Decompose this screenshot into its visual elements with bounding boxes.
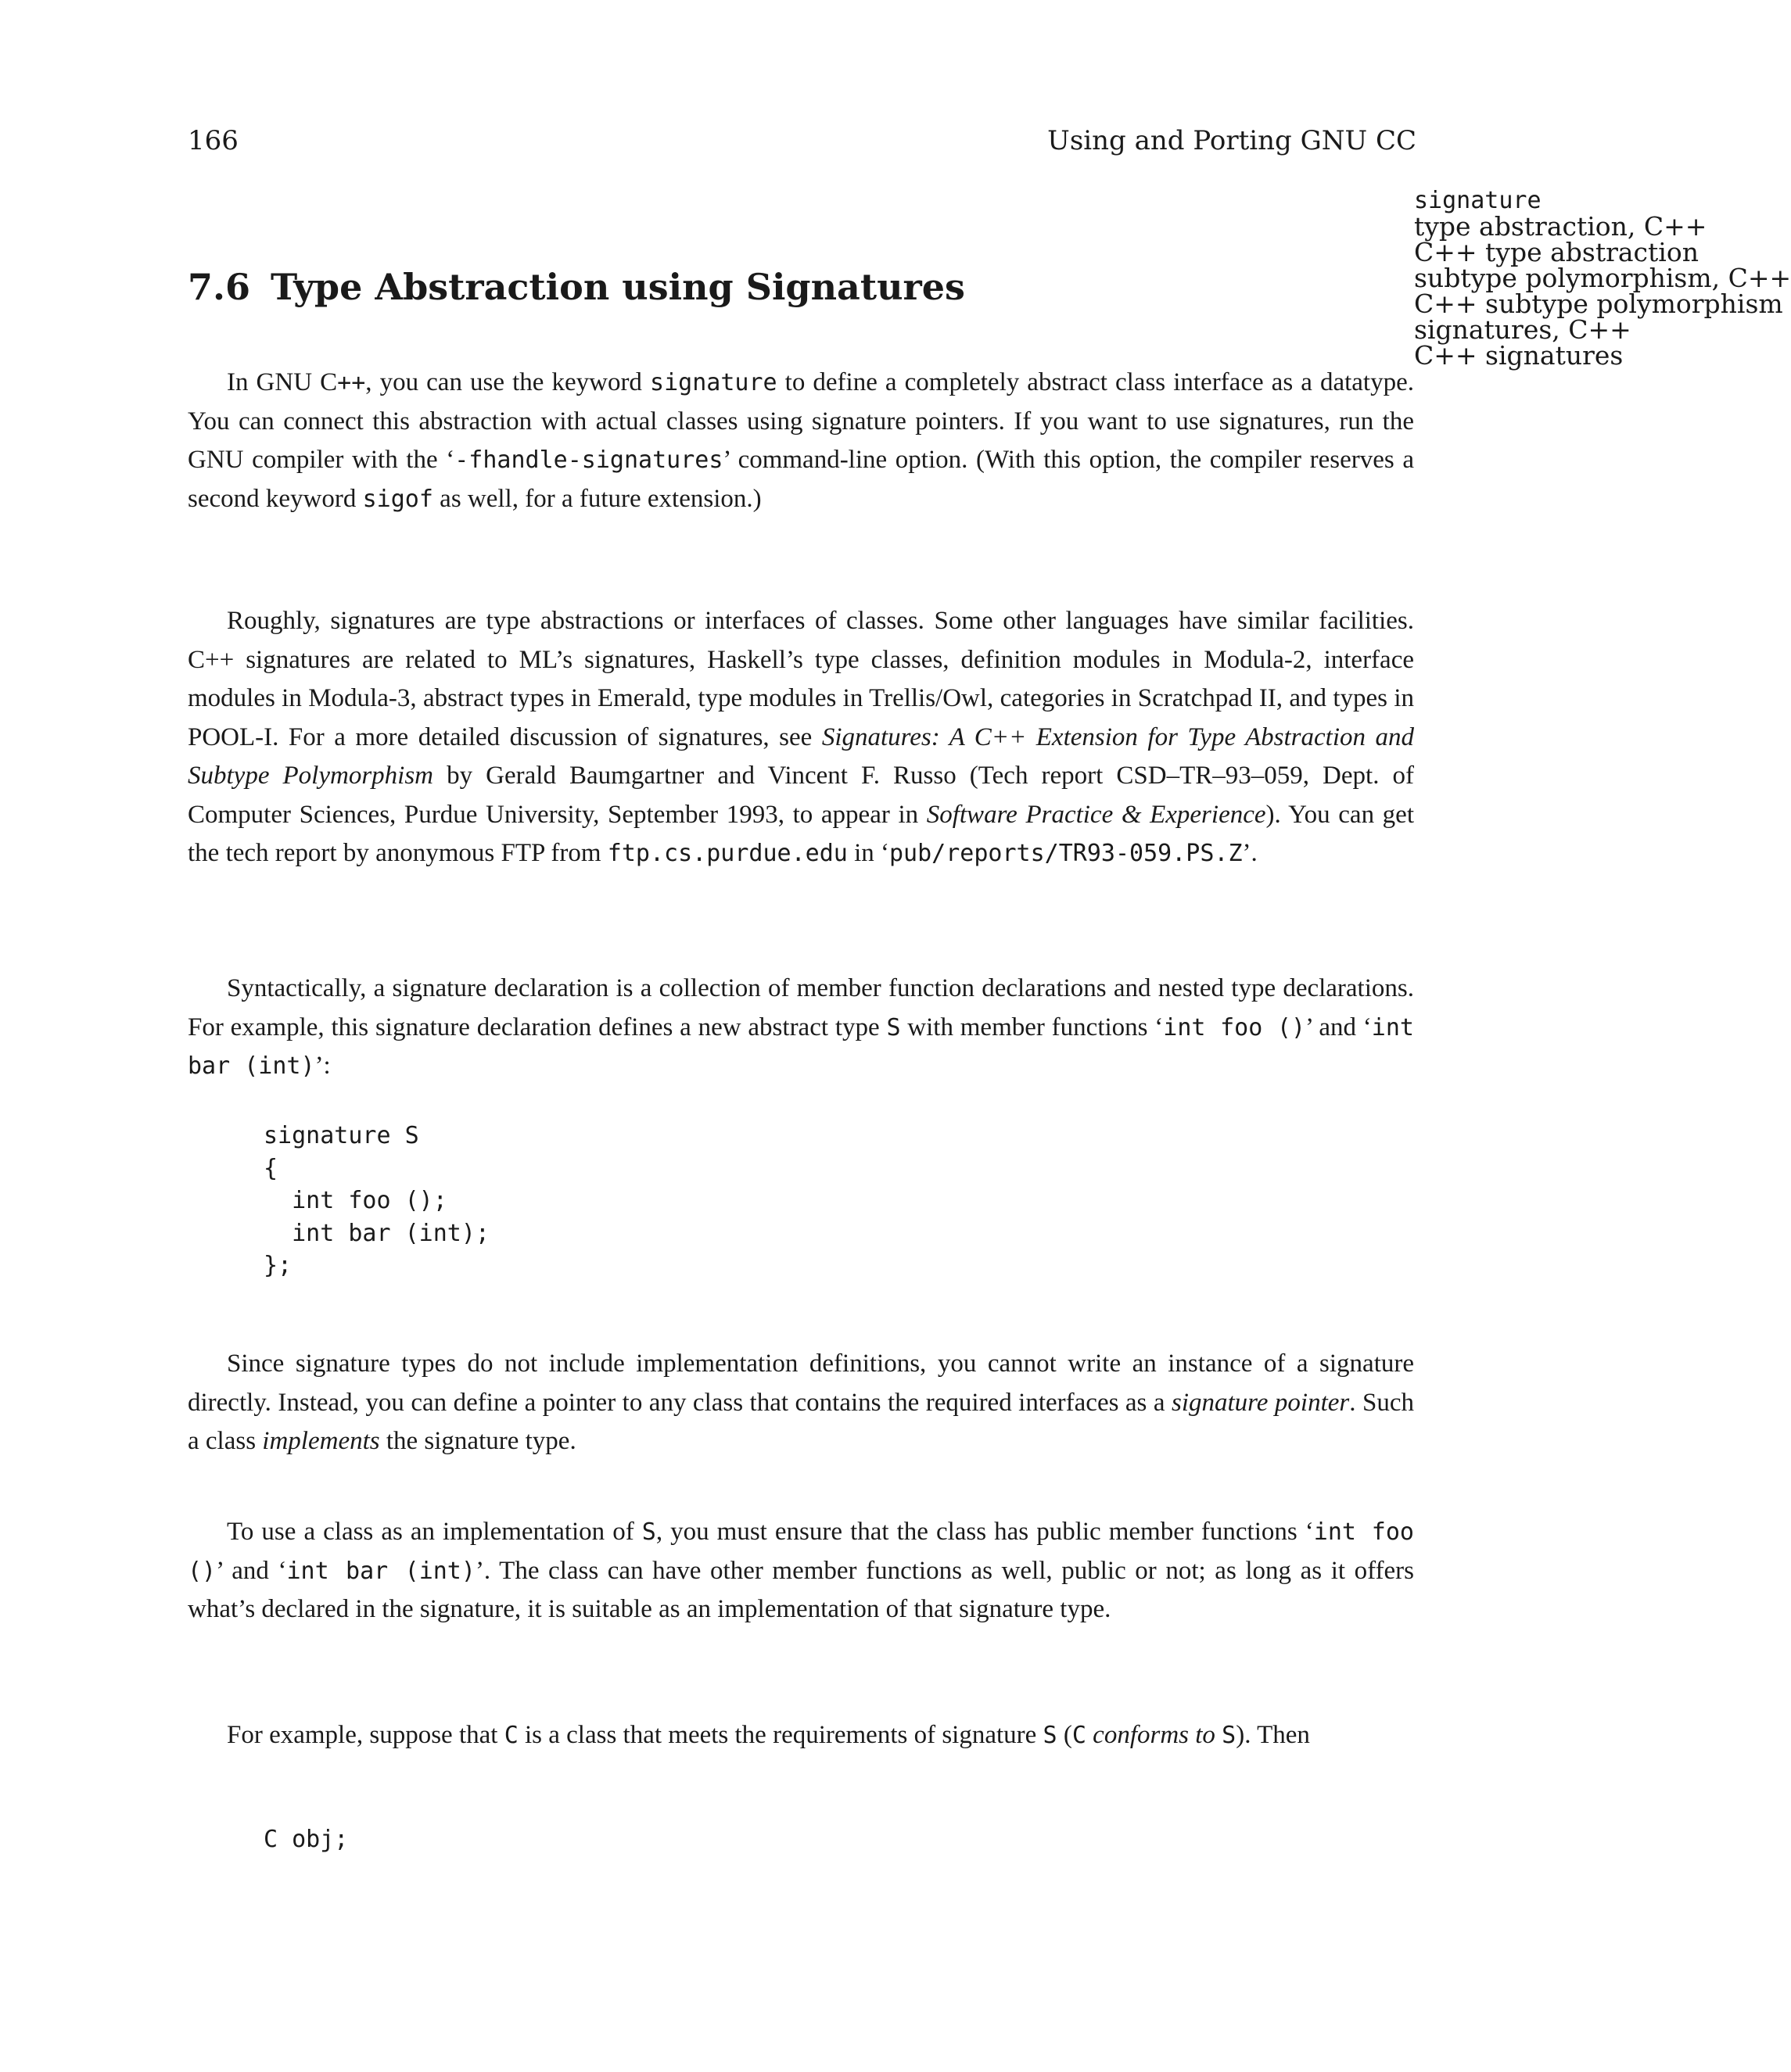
section-number: 7.6 (188, 266, 251, 308)
paragraph-overview (188, 602, 1414, 873)
text: ’ and ‘ (1305, 1013, 1372, 1041)
code-option: -fhandle-signatures (454, 446, 723, 474)
term: signature pointer (1172, 1388, 1350, 1417)
paragraph-intro (188, 364, 1414, 518)
paragraph-syntax (188, 970, 1414, 1086)
text: ). Then (1236, 1721, 1310, 1749)
index-entry: type abstraction, C++ (1414, 211, 1707, 242)
code-class: C (1071, 1722, 1086, 1749)
code-type: S (1043, 1722, 1057, 1749)
page-number: 166 (188, 125, 239, 156)
text: ’ and ‘ (216, 1556, 287, 1585)
running-head: Using and Porting GNU CC (1047, 125, 1416, 156)
text: by Gerald Baumgartner and Vincent F. Russo (Tech report CSD–TR–93–059, Dept. of Computer Sciences, Purdue University, September 1993, to appear in (188, 762, 1415, 829)
text: as well, for a future extension.) (432, 484, 762, 513)
text: In GNU C (227, 368, 338, 396)
code-class: C (504, 1722, 519, 1749)
paragraph-signature-pointer (188, 1345, 1414, 1461)
text: is a class that meets the requirements of signature (518, 1721, 1043, 1749)
reference-title: Signatures: A C++ Extension for Type Abstraction and Subtype Polymorphism (188, 722, 1414, 790)
text: to define a completely abstract class interface as a datatype. You can connect this abstraction with actual classes using signature pointers. If you want to use signatures, run the GNU compiler with the ‘ (188, 368, 1414, 474)
code-type: S (886, 1013, 901, 1041)
text: in ‘ (847, 839, 889, 867)
text: with member functions ‘ (900, 1013, 1164, 1041)
paragraph-example (188, 1716, 1414, 1755)
code-example-object: C obj; (264, 1826, 349, 1853)
text: ’. (1242, 839, 1258, 867)
text: To use a class as an implementation of (227, 1518, 642, 1546)
ftp-path: pub/reports/TR93-059.PS.Z (888, 840, 1243, 867)
code-function: int foo () (1163, 1013, 1306, 1041)
code-function: int bar (int) (286, 1557, 476, 1585)
section-title: Type Abstraction using Signatures (271, 266, 965, 308)
text: ’ command-line option. (With this option, the compiler reserves a second keyword (188, 446, 1414, 513)
text: , you can use the keyword (365, 368, 651, 396)
code-keyword: sigof (362, 485, 433, 513)
text: ( (1057, 1721, 1072, 1749)
code-example-signature: signature S { int foo (); int bar (int); }; (264, 1122, 490, 1279)
text: For example, suppose that (227, 1721, 504, 1749)
code-type: S (1222, 1722, 1236, 1749)
text: ’: (314, 1052, 331, 1080)
margin-index-entries (1414, 187, 1791, 371)
code-function: int foo () (188, 1518, 1414, 1585)
text: . Such a class (188, 1388, 1414, 1455)
index-entry: C++ signatures (1414, 340, 1624, 371)
paragraph-implementation (188, 1513, 1414, 1629)
code-type: S (641, 1518, 656, 1546)
section-heading (188, 266, 965, 308)
text: Syntactically, a signature declaration is a collection of member function declarations and nested type declarations. For example, this signature declaration defines a new abstract type (188, 974, 1414, 1041)
index-entry: subtype polymorphism, C++ (1414, 263, 1791, 293)
text: , you must ensure that the class has public member functions ‘ (655, 1518, 1314, 1546)
term: implements (262, 1427, 380, 1455)
index-entry: signatures, C++ (1414, 314, 1631, 345)
code-plusplus: ++ (337, 369, 366, 396)
term: conforms to (1086, 1721, 1222, 1749)
code-keyword: signature (650, 369, 777, 396)
index-entry: signature (1414, 187, 1542, 214)
text: the signature type. (379, 1427, 576, 1455)
text: ). You can get the tech report by anonymous FTP from (188, 800, 1414, 867)
code-function: int bar (int) (188, 1013, 1414, 1080)
text: Roughly, signatures are type abstractions or interfaces of classes. Some other languages have similar facilities. C++ signatures are related to ML’s signatures, Haskell’s type classes, definition modules in Modula-2, interface modules in Modula-3, abstract types in Emerald, type modules in Trellis/Owl, categories in Scratchpad II, and types in POOL-I. For a more detailed discussion of signatures, see (188, 607, 1414, 751)
index-entry: C++ subtype polymorphism (1414, 289, 1783, 319)
text: Since signature types do not include implementation definitions, you cannot write an instance of a signature directly. Instead, you can define a pointer to any class that contains the required interfaces as a (188, 1350, 1414, 1417)
ftp-host: ftp.cs.purdue.edu (607, 840, 848, 867)
index-entry: C++ type abstraction (1414, 237, 1699, 267)
journal-title: Software Practice & Experience (926, 800, 1266, 829)
text: ’. The class can have other member functions as well, public or not; as long as it offers what’s declared in the signature, it is suitable as an implementation of that signature type. (188, 1556, 1414, 1623)
